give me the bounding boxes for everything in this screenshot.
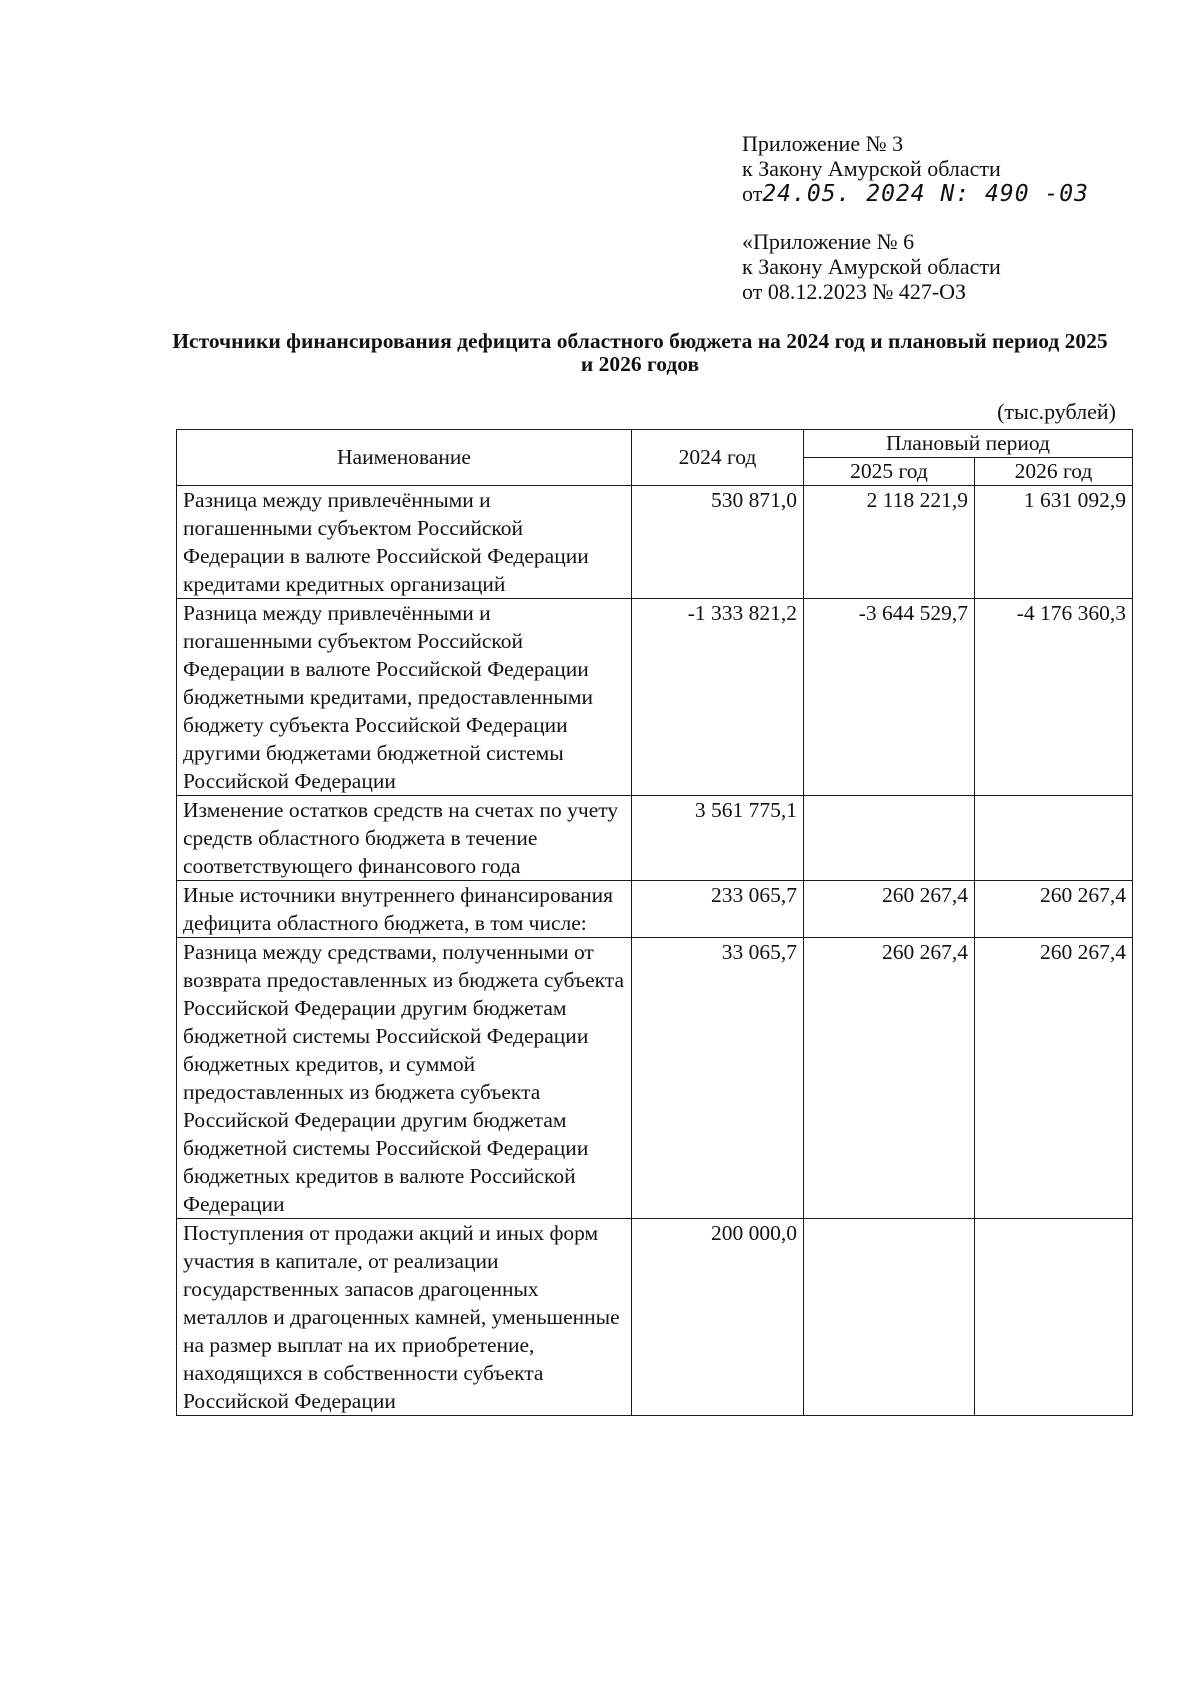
- header-planned-period: Плановый период: [804, 430, 1133, 458]
- appendix-current-block: [742, 131, 1089, 207]
- table-row: [177, 938, 1133, 1219]
- document-title: Источники финансирования дефицита областного бюджета на 2024 год и плановый период 2025 и 2026 годов: [172, 329, 1108, 376]
- appendix-original-line3: от 08.12.2023 № 427-ОЗ: [742, 279, 967, 304]
- row-value-2025: [804, 796, 975, 881]
- row-name: Иные источники внутреннего финансирования дефицита областного бюджета, в том числе:: [177, 881, 632, 938]
- row-value-2025: 260 267,4: [804, 938, 975, 1219]
- row-name: Разница между средствами, полученными от возврата предоставленных из бюджета субъекта Российской Федерации другим бюджетам бюджетной системы Российской Федерации бюджетных кредитов, и суммой предоставленных из бюджета субъекта Российской Федерации другим бюджетам бюджетной системы Российской Федерации бюджетных кредитов в валюте Российской Федерации: [177, 938, 632, 1219]
- table-row: [177, 599, 1133, 796]
- row-value-2024: -1 333 821,2: [632, 599, 804, 796]
- appendix-current-line1: Приложение № 3: [742, 131, 904, 156]
- row-name: Поступления от продажи акций и иных форм участия в капитале, от реализации государственных запасов драгоценных металлов и драгоценных камней, уменьшенные на размер выплат на их приобретение, находящихся в собственности субъекта Российской Федерации: [177, 1219, 632, 1416]
- row-value-2024: 530 871,0: [632, 486, 804, 599]
- table-row: [177, 796, 1133, 881]
- row-value-2026: [975, 1219, 1133, 1416]
- row-value-2025: 2 118 221,9: [804, 486, 975, 599]
- appendix-original-block: [742, 229, 1001, 304]
- row-value-2024: 200 000,0: [632, 1219, 804, 1416]
- row-value-2026: 1 631 092,9: [975, 486, 1133, 599]
- appendix-current-line2: к Закону Амурской области: [742, 156, 1001, 181]
- header-2025: 2025 год: [804, 458, 975, 486]
- appendix-original-line2: к Закону Амурской области: [742, 254, 1001, 279]
- row-name: Разница между привлечёнными и погашенными субъектом Российской Федерации в валюте Российской Федерации кредитами кредитных организаций: [177, 486, 632, 599]
- header-2024: 2024 год: [632, 430, 804, 486]
- row-value-2025: -3 644 529,7: [804, 599, 975, 796]
- row-value-2026: [975, 796, 1133, 881]
- row-value-2026: -4 176 360,3: [975, 599, 1133, 796]
- row-value-2024: 233 065,7: [632, 881, 804, 938]
- appendix-current-date-prefix: от: [742, 181, 763, 206]
- appendix-original-line1: «Приложение № 6: [742, 229, 915, 254]
- row-name: Разница между привлечёнными и погашенными субъектом Российской Федерации в валюте Российской Федерации бюджетными кредитами, предоставленными бюджету субъекта Российской Федерации другими бюджетами бюджетной системы Российской Федерации: [177, 599, 632, 796]
- row-name: Изменение остатков средств на счетах по учету средств областного бюджета в течение соответствующего финансового года: [177, 796, 632, 881]
- header-2026: 2026 год: [975, 458, 1133, 486]
- budget-sources-table: [176, 429, 1133, 1416]
- table-row: [177, 1219, 1133, 1416]
- row-value-2026: 260 267,4: [975, 938, 1133, 1219]
- row-value-2025: 260 267,4: [804, 881, 975, 938]
- table-row: [177, 486, 1133, 599]
- row-value-2025: [804, 1219, 975, 1416]
- row-value-2026: 260 267,4: [975, 881, 1133, 938]
- row-value-2024: 3 561 775,1: [632, 796, 804, 881]
- header-name: Наименование: [177, 430, 632, 486]
- appendix-current-line3: [742, 181, 1089, 207]
- row-value-2024: 33 065,7: [632, 938, 804, 1219]
- units-label: (тыс.рублей): [997, 399, 1116, 424]
- table-row: [177, 881, 1133, 938]
- handwritten-date-number: 24.05. 2024 N: 490 -03: [762, 181, 1089, 207]
